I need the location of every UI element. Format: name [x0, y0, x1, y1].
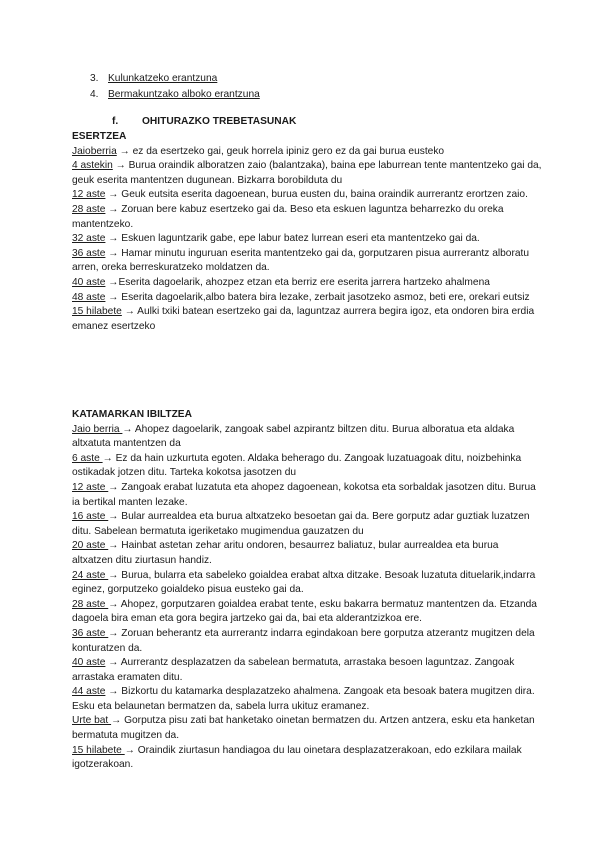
- milestone-text: → Zoruan beherantz eta aurrerantz indarra egindakoan bere gorputza atzerantz mugitzen dela konturatzen da.: [72, 627, 535, 654]
- list-item-link[interactable]: Bermakuntzako alboko erantzuna: [108, 89, 260, 100]
- milestone-text: → Aurrerantz desplazatzen da sabelean bermatuta, arrastaka besoen laguntzaz. Zangoak arrastaka eramaten ditu.: [72, 657, 515, 683]
- milestone-label: 32 aste: [72, 233, 106, 245]
- milestone-entry: [72, 510, 542, 539]
- milestone-label: 12 aste: [72, 189, 106, 201]
- milestone-label: 24 aste: [72, 569, 109, 581]
- milestone-text: → Hamar minutu inguruan eserita mantentzeko gai da, gorputzaren pisua aurrerantz alboratu arren, oreka berreskuratzeko moldatzen da.: [72, 247, 530, 274]
- milestone-text: → ez da esertzeko gai, geuk horrela ipiniz gero ez da gai burua eusteko: [116, 145, 445, 157]
- milestone-text: → Ahopez dagoelarik, zangoak sabel azpirantz biltzen ditu. Burua alboratua eta aldaka altxatuta mantentzen da: [72, 423, 515, 450]
- numbered-list: [90, 71, 260, 103]
- milestone-label: 44 aste: [72, 686, 106, 698]
- milestone-text: →Eserita dagoelarik, ahozpez etzan eta berriz ere eserita jarrera hartzeko ahalmena: [105, 276, 490, 288]
- milestone-text: → Burua oraindik alboratzen zaio (balantzaka), baina epe laburrean tente mantentzeko gai da, geuk eserita mantentzen dugunean. Bizkarra borobilduta du: [72, 160, 542, 186]
- section-letter: f.: [112, 116, 119, 127]
- milestone-entry: [72, 159, 542, 188]
- esertzea-section: [72, 130, 542, 334]
- milestone-text: → Ez da hain uzkurtuta egoten. Aldaka beherago du. Zangoak luzatuagoak ditu, noizbehinka ostikadak jotzen ditu. Tarteka kokotsa jasotzen du: [72, 452, 522, 479]
- milestone-label: 12 aste: [72, 481, 109, 493]
- esertzea-heading: ESERTZEA: [72, 131, 127, 142]
- milestone-text: → Hainbat astetan zehar aritu ondoren, besaurrez baliatuz, bular aurrealdea eta burua altxatzen ditu ziurtasun handiz.: [72, 540, 499, 566]
- milestone-text: → Ahopez, gorputzaren goialdea erabat tente, esku bakarra bermatuz mantentzen da. Etzanda dagoela bira eman eta gora begira jartzeko gai da, bai eta alderantzizkoa ere.: [72, 598, 537, 625]
- milestone-entry: [72, 481, 542, 510]
- milestone-label: 28 aste: [72, 598, 109, 610]
- milestone-entry: [72, 247, 542, 276]
- milestone-label: 40 aste: [72, 276, 106, 288]
- list-item-number: 4.: [90, 89, 99, 100]
- list-item-link[interactable]: Kulunkatzeko erantzuna: [108, 73, 218, 84]
- milestone-entry: [72, 627, 542, 656]
- milestone-label: 28 aste: [72, 203, 106, 215]
- milestone-entry: [72, 423, 542, 452]
- milestone-label: 36 aste: [72, 247, 106, 259]
- milestone-text: → Aulki txiki batean esertzeko gai da, laguntzaz aurrera begira igoz, eta ondoren bira erdia emanez esertzeko: [72, 306, 535, 332]
- milestone-text: → Gorputza pisu zati bat hanketako oinetan bermatzen du. Artzen antzera, esku eta hanketan bermatuta mugitzen da.: [72, 715, 535, 742]
- milestone-label: 48 aste: [72, 291, 106, 303]
- section-heading: [112, 116, 296, 127]
- milestone-entry: [72, 232, 542, 247]
- milestone-entry: [72, 598, 542, 627]
- milestone-label: 40 aste: [72, 657, 106, 669]
- milestone-entry: [72, 203, 542, 232]
- milestone-label: 15 hilabete: [72, 306, 122, 318]
- milestone-text: → Eskuen laguntzarik gabe, epe labur batez lurrean eseri eta mantentzeko gai da.: [105, 233, 480, 245]
- milestone-entry: [72, 714, 542, 743]
- milestone-entry: [72, 305, 542, 334]
- milestone-label: 4 astekin: [72, 160, 113, 172]
- milestone-entry: [72, 452, 542, 481]
- milestone-text: → Burua, bularra eta sabeleko goialdea erabat altxa ditzake. Besoak luzatuta dituelarik,indarra eginez, gorputzeko goialdeko pisua eusteko gai da.: [72, 569, 536, 596]
- list-item-number: 3.: [90, 73, 99, 84]
- milestone-text: → Zoruan bere kabuz esertzeko gai da. Beso eta eskuen laguntza beharrezko du oreka mantentzeko.: [72, 203, 504, 230]
- milestone-entry: [72, 145, 542, 160]
- katamarkan-section: [72, 408, 542, 773]
- list-item: [90, 71, 260, 87]
- milestone-label: Urte bat: [72, 715, 112, 727]
- milestone-text: → Oraindik ziurtasun handiagoa du lau oinetara desplazatzerakoan, edo ezkilara mailak igotzerakoan.: [72, 744, 522, 771]
- milestone-entry: [72, 188, 542, 203]
- milestone-label: 20 aste: [72, 540, 109, 552]
- milestone-label: 15 hilabete: [72, 744, 125, 756]
- milestone-label: 36 aste: [72, 627, 109, 639]
- milestone-text: → Eserita dagoelarik,albo batera bira lezake, zerbait jasotzeko asmoz, beti ere, orekari eutsiz: [105, 291, 530, 303]
- milestone-text: → Bular aurrealdea eta burua altxatzeko besoetan gai da. Bere gorputz adar guztiak luzatzen ditu. Sabelean bermatuta igeriketako mugimendua gauzatzen du: [72, 511, 530, 537]
- milestone-entry: [72, 539, 542, 568]
- milestone-entry: [72, 656, 542, 685]
- milestone-text: → Zangoak erabat luzatuta eta ahopez dagoenean, kokotsa eta sorbaldak jasotzen ditu. Burua ia bertikal manten lezake.: [72, 481, 536, 508]
- katamarkan-heading: KATAMARKAN IBILTZEA: [72, 409, 192, 420]
- milestone-label: Jaioberria: [72, 145, 117, 157]
- milestone-entry: [72, 569, 542, 598]
- milestone-entry: [72, 685, 542, 714]
- list-item: [90, 87, 260, 103]
- milestone-text: → Bizkortu du katamarka desplazatzeko ahalmena. Zangoak eta besoak batera mugitzen dira. Esku eta belaunetan bermatzen da, sabela lurra ukituz eramanez.: [72, 686, 535, 712]
- section-title: OHITURAZKO TREBETASUNAK: [142, 116, 297, 127]
- milestone-text: → Geuk eutsita eserita dagoenean, burua eusten du, baina oraindik aurrerantz erortzen zaio.: [105, 189, 528, 201]
- milestone-label: 16 aste: [72, 511, 109, 523]
- milestone-label: 6 aste: [72, 452, 103, 464]
- milestone-label: Jaio berria: [72, 423, 123, 435]
- milestone-entry: [72, 291, 542, 306]
- milestone-entry: [72, 744, 542, 773]
- milestone-entry: [72, 276, 542, 291]
